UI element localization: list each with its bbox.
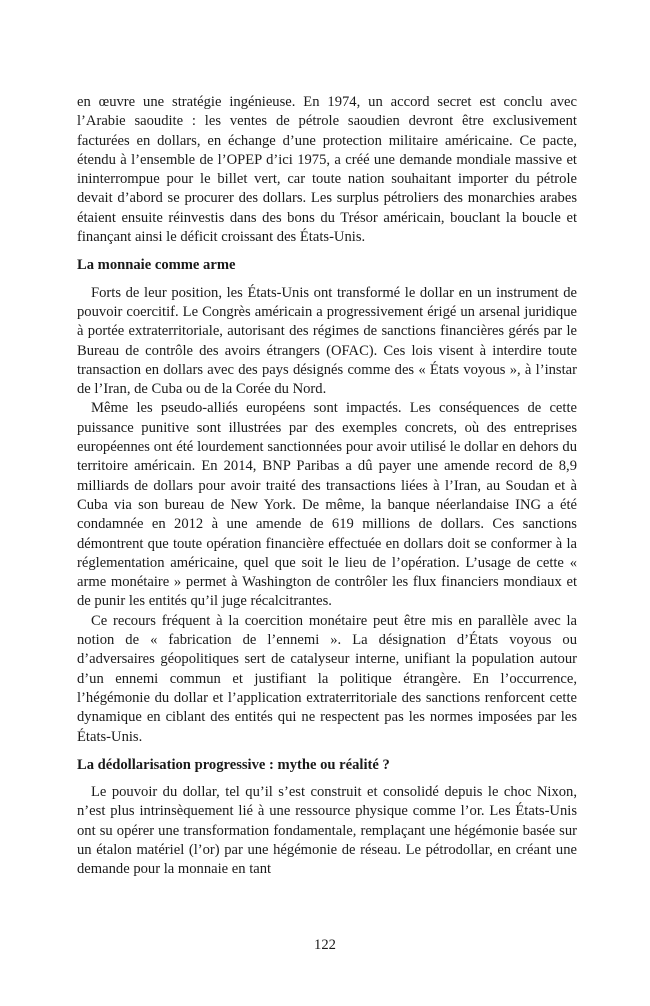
- section-heading: La monnaie comme arme: [77, 257, 236, 274]
- page-body: [77, 93, 577, 880]
- paragraph: en œuvre une stratégie ingénieuse. En 1974, un accord secret est conclu avec l’Arabie saoudite : les ventes de pétrole saoudien devront être exclusivement facturées en dollars, en échange d’une protection militaire américaine. Ce pacte, étendu à l’ensemble de l’OPEP d’ici 1975, a créé une demande mondiale massive et ininterrompue pour le billet vert, car toute nation souhaitant importer du pétrole devait d’abord se procurer des dollars. Les surplus pétroliers des monarchies arabes étaient ensuite réinvestis dans des bons du Trésor américain, bouclant la boucle et finançant ainsi le déficit croissant des États-Unis.: [77, 94, 577, 246]
- paragraph: Forts de leur position, les États-Unis ont transformé le dollar en un instrument de pouvoir coercitif. Le Congrès américain a progressivement érigé un arsenal juridique à portée extraterritoriale, autorisant des régimes de sanctions financières gérés par le Bureau de contrôle des avoirs étrangers (OFAC). Ces lois visent à interdire toute transaction en dollars avec des pays désignés comme des « États voyous », à l’instar de l’Iran, de Cuba ou de la Corée du Nord.: [77, 284, 577, 398]
- paragraph: Le pouvoir du dollar, tel qu’il s’est construit et consolidé depuis le choc Nixon, n’est plus intrinsèquement lié à une ressource physique comme l’or. Les États-Unis ont su opérer une transformation fondamentale, remplaçant une hégémonie basée sur un étalon matériel (l’or) par une hégémonie de réseau. Le pétrodollar, en créant une demande pour la monnaie en tant: [77, 784, 577, 878]
- section-heading: La dédollarisation progressive : mythe ou réalité ?: [77, 756, 390, 773]
- paragraph: Même les pseudo-alliés européens sont impactés. Les conséquences de cette puissance punitive sont illustrées par des exemples concrets, où des entreprises européennes ont été lourdement sanctionnées pour avoir utilisé le dollar en dehors du territoire américain. En 2014, BNP Paribas a dû payer une amende record de 8,9 milliards de dollars pour avoir traité des transactions liées à l’Iran, au Soudan et à Cuba via son bureau de New York. De même, la banque néerlandaise ING a été condamnée en 2012 à une amende de 619 millions de dollars. Ces sanctions démontrent que toute opération financière effectuée en dollars doit se conformer à la réglementation américaine, quel que soit le lieu de l’opération. L’usage de cette « arme monétaire » permet à Washington de contrôler les flux financiers mondiaux et de punir les entités qu’il juge récalcitrantes.: [77, 400, 577, 610]
- paragraph: Ce recours fréquent à la coercition monétaire peut être mis en parallèle avec la notion de « fabrication de l’ennemi ». La désignation d’États voyous ou d’adversaires géopolitiques sert de catalyseur interne, unifiant la population autour d’un ennemi commun et justifiant la politique étrangère. En l’occurrence, l’hégémonie du dollar et l’application extraterritoriale des sanctions renforcent cette dynamique en ciblant des entités qui ne respectent pas les normes imposées par les États-Unis.: [77, 612, 577, 745]
- page-number: 122: [314, 937, 336, 953]
